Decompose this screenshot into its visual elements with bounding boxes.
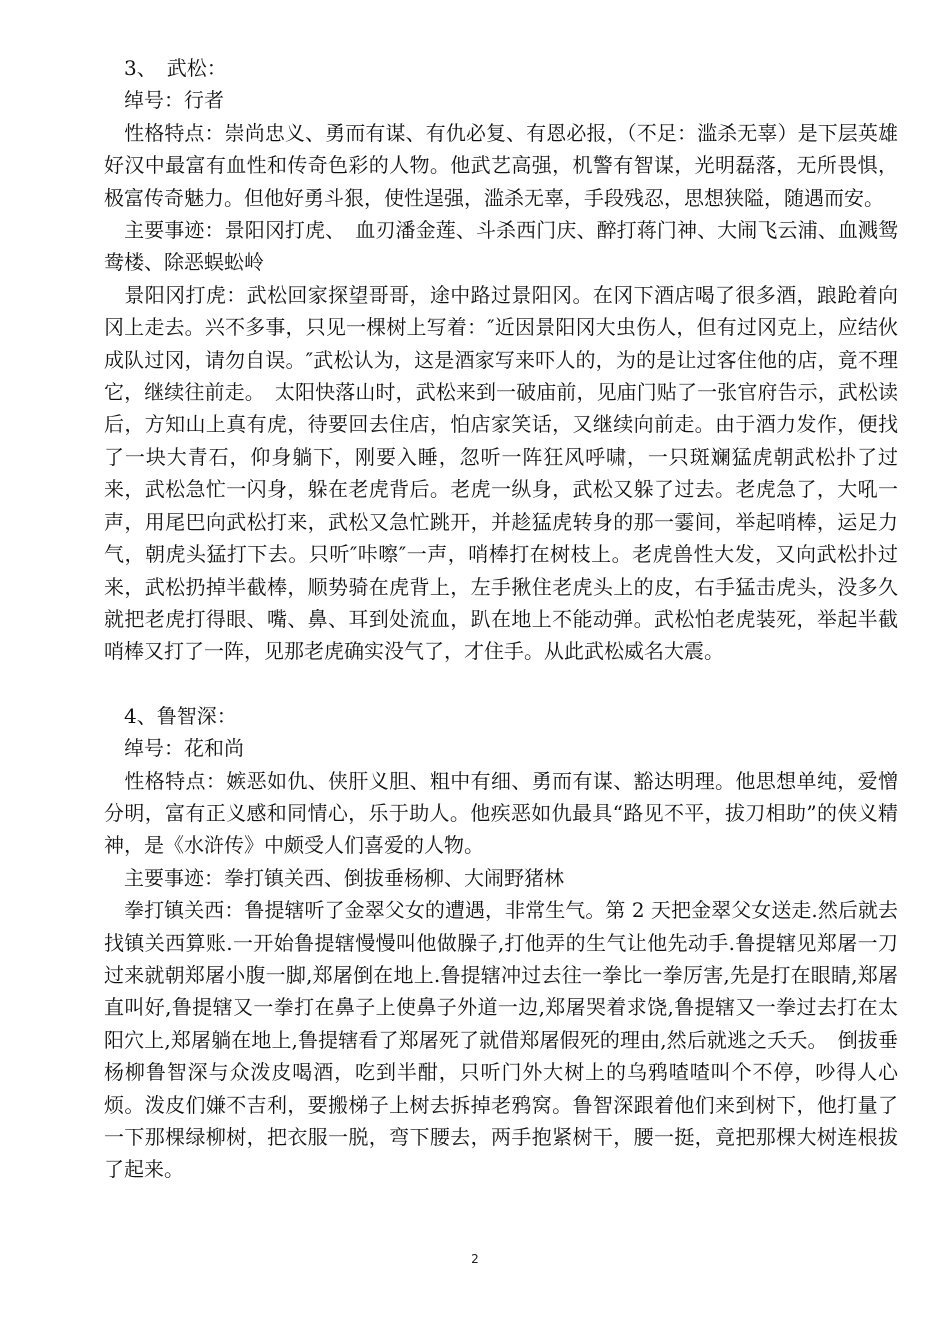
page-number: 2 [471, 1252, 479, 1266]
section3-story: 景阳冈打虎：武松回家探望哥哥，途中路过景阳冈。在冈下酒店喝了很多酒，踉跄着向冈上走去。兴不多事，只见一棵树上写着：″近因景阳冈大虫伤人，但有过冈克上，应结伙成队过冈，请勿自误。″武松认为，这是酒家写来吓人的，为的是让过客住他的店，竟不理它，继续往前走。 太阳快落山时，武松来到一破庙前，见庙门贴了一张官府告示，武松读后，方知山上真有虎，待要回去住店，怕店家笑话，又继续向前走。由于酒力发作，便找了一块大青石，仰身躺下，刚要入睡，忽听一阵狂风呼啸，一只斑斓猛虎朝武松扑了过来，武松急忙一闪身，躲在老虎背后。老虎一纵身，武松又躲了过去。老虎急了，大吼一声，用尾巴向武松打来，武松又急忙跳开，并趁猛虎转身的那一霎间，举起哨棒，运足力气，朝虎头猛打下去。只听″咔嚓″一声，哨棒打在树枝上。老虎兽性大发，又向武松扑过来，武松扔掉半截棒，顺势骑在虎背上，左手揪住老虎头上的皮，右手猛击虎头，没多久就把老虎打得眼、嘴、鼻、耳到处流血，趴在地上不能动弹。武松怕老虎装死，举起半截哨棒又打了一阵，见那老虎确实没气了，才住手。从此武松威名大震。 [104, 282, 899, 664]
document-page [104, 52, 898, 1186]
section4-traits: 性格特点：嫉恶如仇、侠肝义胆、粗中有细、勇而有谋、豁达明理。他思想单纯，爱憎分明，富有正义感和同情心，乐于助人。他疾恶如仇最具“路见不平，拔刀相助”的侠义精神，是《水浒传》中颇受人们喜爱的人物。 [104, 768, 899, 858]
section3-heading: 3、 武松： [124, 56, 227, 80]
section3-traits: 性格特点：崇尚忠义、勇而有谋、有仇必复、有恩必报，（不足：滥杀无辜）是下层英雄好汉中最富有血性和传奇色彩的人物。他武艺高强，机警有智谋，光明磊落，无所畏惧，极富传奇魅力。但他好勇斗狠，使性逞强，滥杀无辜，手段残忍，思想狭隘，随遇而安。 [104, 120, 899, 210]
section4-deeds: 主要事迹：拳打镇关西、倒拔垂杨柳、大闹野猪林 [124, 865, 564, 890]
section-gap [104, 668, 898, 700]
section3-nickname: 绰号：行者 [124, 88, 224, 113]
section3-deeds: 主要事迹：景阳冈打虎、 血刃潘金莲、斗杀西门庆、醉打蒋门神、大闹飞云浦、血溅鸳鸯楼、除恶蜈蚣岭 [104, 218, 899, 275]
section4-heading: 4、鲁智深： [124, 703, 237, 728]
section4-nickname: 绰号：花和尚 [124, 736, 244, 761]
section4-story: 拳打镇关西：鲁提辖听了金翠父女的遭遇，非常生气。第 2 天把金翠父女送走.然后就去找镇关西算账.一开始鲁提辖慢慢叫他做臊子,打他弄的生气让他先动手.鲁提辖见郑屠一刀过来就朝郑屠小腹一脚,郑屠倒在地上.鲁提辖冲过去往一拳比一拳厉害,先是打在眼睛,郑屠直叫好,鲁提辖又一拳打在鼻子上使鼻子外道一边,郑屠哭着求饶,鲁提辖又一拳过去打在太阳穴上,郑屠躺在地上,鲁提辖看了郑屠死了就借郑屠假死的理由,然后就逃之夭夭。 倒拔垂杨柳鲁智深与众泼皮喝酒，吃到半酣，只听门外大树上的乌鸦喳喳叫个不停，吵得人心烦。泼皮们嫌不吉利，要搬梯子上树去拆掉老鸦窝。鲁智深跟着他们来到树下，他打量了一下那棵绿柳树，把衣服一脱，弯下腰去，两手抱紧树干，腰一挺，竟把那棵大树连根拔了起来。 [104, 898, 899, 1182]
